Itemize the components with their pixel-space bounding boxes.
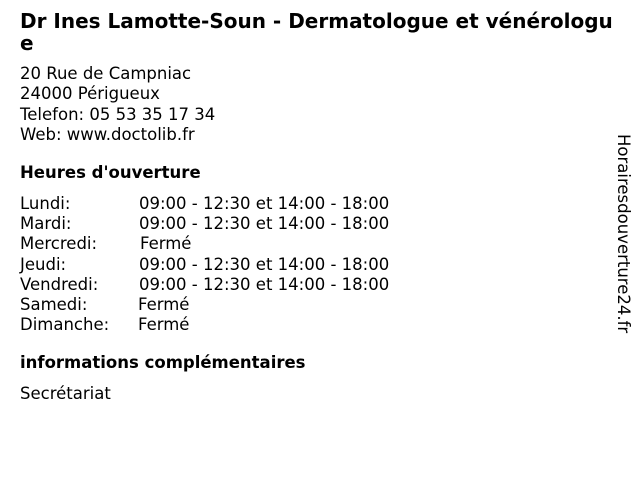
day-label: Mardi: bbox=[20, 214, 72, 234]
additional-info-heading: informations complémentaires bbox=[20, 353, 306, 372]
hours-value: 09:00 - 12:30 et 14:00 - 18:00 bbox=[139, 214, 390, 234]
day-label: Mercredi: bbox=[20, 234, 98, 254]
address-block bbox=[20, 64, 215, 146]
site-watermark: Horairesdouverture24.fr bbox=[614, 134, 633, 334]
hours-value: 09:00 - 12:30 et 14:00 - 18:00 bbox=[139, 254, 390, 274]
street-address: 20 Rue de Campniac bbox=[20, 64, 192, 83]
phone-number: Telefon: 05 53 35 17 34 bbox=[20, 104, 216, 124]
day-label: Lundi: bbox=[20, 194, 71, 213]
hours-value: Fermé bbox=[138, 315, 190, 335]
additional-info-text: Secrétariat bbox=[20, 384, 111, 403]
hours-value: Fermé bbox=[138, 294, 190, 314]
hours-value: 09:00 - 12:30 et 14:00 - 18:00 bbox=[139, 194, 390, 213]
hours-value: Fermé bbox=[140, 234, 192, 254]
page-title: Dr Ines Lamotte-Soun - Dermatologue et vénérologue bbox=[20, 9, 613, 55]
postal-city: 24000 Périgueux bbox=[20, 84, 160, 104]
day-label: Dimanche: bbox=[20, 315, 110, 335]
day-label: Vendredi: bbox=[20, 274, 99, 294]
day-label: Samedi: bbox=[20, 294, 88, 314]
opening-hours-heading: Heures d'ouverture bbox=[20, 163, 201, 182]
day-label: Jeudi: bbox=[20, 254, 67, 274]
hours-value: 09:00 - 12:30 et 14:00 - 18:00 bbox=[139, 274, 390, 294]
website: Web: www.doctolib.fr bbox=[20, 125, 195, 145]
